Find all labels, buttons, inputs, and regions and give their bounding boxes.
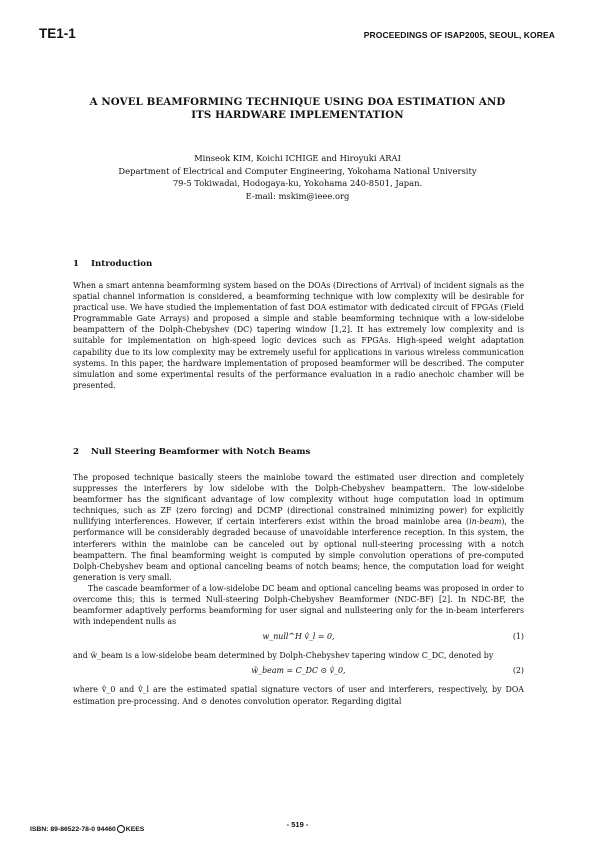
author-block <box>60 152 535 202</box>
paragraph: where v̂_0 and v̂_l are the estimated spatial signature vectors of user and interferers, respectively, by DOA estimation pre-processing. And ⊙ denotes convolution operator. Regarding digital <box>73 685 524 706</box>
paragraph: When a smart antenna beamforming system based on the DOAs (Directions of Arrival) of incident signals as the spatial channel information is considered, a beamforming technique with low complexity will be desirable for practical use. We have studied the implementation of fast DOA estimator with dedicated circuit of FPGAs (Field Programmable Gate Arrays) and proposed a simple and stable beamforming technique with a low-sidelobe beampattern of the Dolph-Chebyshev (DC) tapering window [1,2]. It has extremely low complexity and is suitable for implementation on high-speed logic devices such as FPGAs. High-speed weight adaptation capability due to its low complexity may be extremely useful for applications in various wireless communication systems. In this paper, the hardware implementation of proposed beamformer will be described. The computer simulation and some experimental results of the performance evaluation in a radio anechoic chamber will be presented. <box>73 281 524 390</box>
equation-number: (2) <box>512 666 524 676</box>
section-title: Null Steering Beamformer with Notch Beams <box>91 447 311 457</box>
text-run: ), the performance will be considerably degraded because of unavoidable interference reception. In this system, the interferers within the mainlobe can be canceled out by optional null-steering processing with a notch beampattern. The final beamforming weight is computed by simple convolution operations of pre-computed Dolph-Chebyshev beam and optional canceling beams of notch beams; hence, the computation load for weight generation is very small. <box>73 517 524 582</box>
proceedings-header: PROCEEDINGS OF ISAP2005, SEOUL, KOREA <box>363 30 555 40</box>
authors: Minseok KIM, Koichi ICHIGE and Hiroyuki ARAI <box>194 153 401 163</box>
equation-formula: w̃_beam = C_DC ⊙ v̂_0, <box>251 666 346 676</box>
affiliation: Department of Electrical and Computer Engineering, Yokohama National University <box>118 165 477 176</box>
paragraph: and w̃_beam is a low-sidelobe beam determined by Dolph-Chebyshev tapering window C_DC, denoted by <box>73 651 494 661</box>
paragraph <box>73 472 524 583</box>
section-1-heading <box>73 259 152 269</box>
address: 79-5 Tokiwadai, Hodogaya-ku, Yokohama 240-8501, Japan. <box>172 178 423 189</box>
section-2-heading <box>73 447 310 457</box>
equation-formula: w_null^H v̂_l = 0, <box>262 632 335 642</box>
section-number: 1 <box>73 259 79 269</box>
emphasis: in-beam <box>469 517 502 527</box>
title-line-2: ITS HARDWARE IMPLEMENTATION <box>191 109 404 121</box>
session-code: TE1-1 <box>39 26 76 41</box>
text-run: The proposed technique basically steers the mainlobe toward the estimated user direction and completely suppresses the interferers by low sidelobe with the Dolph-Chebyshev beampattern. The low-sidelobe beamformer has the significant advantage of low complexity without huge computation load in optimum techniques, such as ZF (zero forcing) and DCMP (directional constrained minimizing power) for explicitly nullifying interferences. However, if certain interferers exist within the broad mainlobe area ( <box>73 473 524 527</box>
title-line-1: A NOVEL BEAMFORMING TECHNIQUE USING DOA ESTIMATION AND <box>89 96 506 108</box>
paragraph: The cascade beamformer of a low-sidelobe DC beam and optional canceling beams was proposed in order to overcome this; this is termed Null-steering Dolph-Chebyshev Beamformer (NDC-BF) [2]. In NDC-BF, the beamformer adaptively performs beamforming for user signal and nullsteering only for the in-beam interferers with independent nulls as <box>73 583 524 627</box>
kees-text: KEES <box>125 825 145 833</box>
isbn-text: ISBN: 89-86522-78-0 94460 <box>30 825 116 833</box>
equation-2 <box>73 665 524 679</box>
page-number: - 519 - <box>286 820 309 829</box>
section-2-body <box>73 472 524 707</box>
equation-1 <box>73 631 524 645</box>
equation-number: (1) <box>512 632 524 642</box>
email: E-mail: mskim@ieee.org <box>245 190 350 201</box>
section-title: Introduction <box>91 259 153 269</box>
section-1-body <box>73 280 524 391</box>
section-number: 2 <box>73 447 79 457</box>
paper-title <box>60 96 535 122</box>
